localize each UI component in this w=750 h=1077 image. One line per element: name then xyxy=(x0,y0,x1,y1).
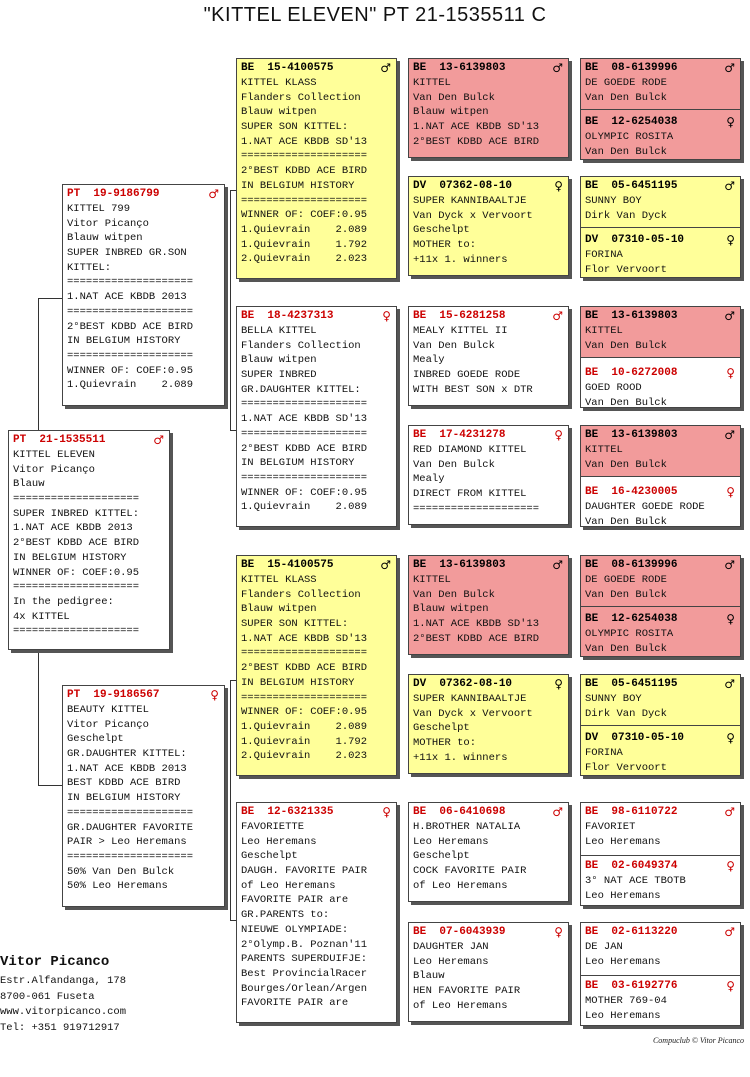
female-icon: ♀ xyxy=(554,925,563,939)
ring-number: BE 98-6110722 xyxy=(585,806,678,818)
card-line: Leo Heremans xyxy=(585,955,661,968)
card-line: KITTEL ELEVEN xyxy=(13,449,95,461)
card-lines xyxy=(581,381,740,408)
card-line: Flanders Collection xyxy=(241,91,361,104)
card-line: MOTHER 769-04 xyxy=(585,995,667,1008)
ring-number: BE 12-6321335 xyxy=(241,806,334,818)
ring-number: BE 02-6113220 xyxy=(585,926,678,938)
card-line: IN BELGIUM HISTORY xyxy=(13,551,127,564)
card-line: WINNER OF: COEF:0.95 xyxy=(67,364,194,377)
female-icon: ♀ xyxy=(382,309,391,323)
ring-number: PT 19-9186799 xyxy=(67,188,160,200)
card-line: Blauw xyxy=(13,478,45,491)
card-line: Van Den Bulck xyxy=(585,91,667,104)
card-line: Leo Heremans xyxy=(585,1010,661,1023)
card-line: ==================== xyxy=(67,305,194,318)
card-line: 2°BEST KDBD ACE BIRD xyxy=(241,442,368,455)
pedigree-card-dds[interactable] xyxy=(408,802,569,902)
female-icon: ♀ xyxy=(726,115,735,130)
card-line: SUPER SON KITTEL: xyxy=(241,121,349,134)
card-line: Leo Heremans xyxy=(413,955,489,968)
card-line: Van Den Bulck xyxy=(585,396,667,408)
pedigree-card-ds[interactable] xyxy=(236,555,397,776)
card-lines xyxy=(581,874,740,903)
card-line: Leo Heremans xyxy=(585,890,661,903)
pedigree-card-g3[interactable] xyxy=(580,306,741,408)
card-line: H.BROTHER NATALIA xyxy=(413,821,521,833)
ring-number: BE 18-4237313 xyxy=(241,310,334,322)
card-line: IN BELGIUM HISTORY xyxy=(241,457,355,470)
male-icon: ♂ xyxy=(724,677,735,691)
card-line: WINNER OF: COEF:0.95 xyxy=(241,209,368,222)
card-lines xyxy=(9,448,169,639)
card-line: DAUGH. FAVORITE PAIR xyxy=(241,865,368,878)
female-icon: ♀ xyxy=(726,366,735,380)
male-icon: ♂ xyxy=(724,61,735,75)
card-line: +11x 1. winners xyxy=(413,751,508,764)
breeder-website[interactable]: www.vitorpicanco.com xyxy=(0,1006,127,1018)
male-icon: ♂ xyxy=(724,428,735,442)
pedigree-card-ss[interactable] xyxy=(236,58,397,279)
ring-number: BE 07-6043939 xyxy=(413,926,506,938)
card-line: IN BELGIUM HISTORY xyxy=(241,676,355,689)
card-line: Mealy xyxy=(413,354,445,367)
card-lines xyxy=(237,820,396,1011)
card-line: Flor Vervoort xyxy=(585,762,667,775)
pedigree-card-dsd[interactable] xyxy=(408,674,569,774)
ring-number: BE 16-4230005 xyxy=(585,486,678,498)
pedigree-card-dam[interactable] xyxy=(62,685,225,907)
card-line: SUPER INBRED GR.SON xyxy=(67,247,187,260)
pedigree-card-sire[interactable] xyxy=(62,184,225,406)
card-lines xyxy=(581,324,740,353)
male-icon: ♂ xyxy=(724,558,735,572)
ring-number: BE 08-6139996 xyxy=(585,62,678,74)
card-lines xyxy=(581,76,740,105)
card-line: MOTHER to: xyxy=(413,239,477,252)
card-line: 1.Quievrain 2.089 xyxy=(67,379,194,392)
card-line: Blauw witpen xyxy=(241,603,317,616)
pedigree-card-g1[interactable] xyxy=(580,58,741,160)
card-line: Van Dyck x Vervoort xyxy=(413,209,533,222)
card-line: GR.DAUGHTER KITTEL: xyxy=(67,748,187,761)
card-line: ==================== xyxy=(13,493,140,506)
card-line: 2.Quievrain 2.023 xyxy=(241,750,368,763)
card-line: 2°Olymp.B. Poznan'11 xyxy=(241,938,368,951)
card-line: Bourges/Orlean/Argen xyxy=(241,982,368,995)
card-line: ==================== xyxy=(241,150,368,163)
pedigree-card-sss[interactable] xyxy=(408,58,569,158)
ring-number: BE 08-6139996 xyxy=(585,559,678,571)
card-line: Geschelpt xyxy=(241,850,298,863)
card-lines xyxy=(237,573,396,764)
ring-number: BE 10-6272008 xyxy=(585,367,678,379)
ring-number: BE 15-4100575 xyxy=(241,559,334,571)
ring-number: BE 17-4231278 xyxy=(413,429,506,441)
pedigree-card-g2[interactable] xyxy=(580,176,741,278)
connector-line xyxy=(38,298,62,299)
female-icon: ♀ xyxy=(554,677,563,691)
ring-number: BE 15-6281258 xyxy=(413,310,506,322)
card-line: ==================== xyxy=(67,276,194,289)
male-icon: ♂ xyxy=(380,558,391,572)
card-line: 1.NAT ACE KBDB SD'13 xyxy=(413,121,540,134)
card-line: Blauw witpen xyxy=(67,232,143,245)
card-line: Blauw xyxy=(413,970,445,983)
card-lines xyxy=(409,194,568,267)
card-line: RED DIAMOND KITTEL xyxy=(413,444,527,456)
card-lines xyxy=(581,820,740,849)
female-icon: ♀ xyxy=(210,688,219,702)
pedigree-card-sds[interactable] xyxy=(408,306,569,406)
breeder-address: Estr.Alfandanga, 178 xyxy=(0,975,127,987)
male-icon: ♂ xyxy=(724,805,735,819)
breeder-name: Vitor Picanco xyxy=(0,954,110,970)
connector-line xyxy=(38,298,39,432)
card-lines xyxy=(581,194,740,223)
male-icon: ♂ xyxy=(724,179,735,193)
card-line: ==================== xyxy=(241,427,368,440)
card-line: HEN FAVORITE PAIR xyxy=(413,985,521,998)
ring-number: BE 02-6049374 xyxy=(585,860,678,873)
pedigree-card-g6[interactable] xyxy=(580,674,741,776)
ring-number: BE 12-6254038 xyxy=(585,613,678,626)
ring-number: BE 13-6139803 xyxy=(413,559,506,571)
card-line: 1.NAT ACE KBDB SD'13 xyxy=(413,618,540,631)
card-lines xyxy=(409,940,568,1013)
card-line: of Leo Heremans xyxy=(241,879,336,892)
card-line: FAVORITE PAIR are xyxy=(241,997,349,1010)
ring-number: DV 07362-08-10 xyxy=(413,678,513,690)
card-line: 2°BEST KDBD ACE BIRD xyxy=(67,320,194,333)
ring-number: DV 07310-05-10 xyxy=(585,732,685,745)
card-line: OLYMPIC ROSITA xyxy=(585,131,674,144)
pedigree-card-sd[interactable] xyxy=(236,306,397,527)
card-line: DAUGHTER GOEDE RODE xyxy=(585,501,705,513)
card-line: of Leo Heremans xyxy=(413,879,508,892)
female-icon: ♀ xyxy=(726,979,735,994)
card-line: ==================== xyxy=(13,625,140,638)
card-line: 2°BEST KDBD ACE BIRD xyxy=(241,165,368,178)
card-line: 2°BEST KDBD ACE BIRD xyxy=(413,632,540,645)
card-line: Blauw witpen xyxy=(241,354,317,367)
male-icon: ♂ xyxy=(552,309,563,323)
card-line: SUPER SON KITTEL: xyxy=(241,618,349,631)
pedigree-card-root[interactable] xyxy=(8,430,170,650)
pedigree-card-sdd[interactable] xyxy=(408,425,569,525)
ring-number: BE 13-6139803 xyxy=(585,429,678,441)
ring-number: DV 07362-08-10 xyxy=(413,180,513,192)
card-line: ==================== xyxy=(241,647,368,660)
card-line: IN BELGIUM HISTORY xyxy=(67,792,181,805)
pedigree-card-ssd[interactable] xyxy=(408,176,569,276)
male-icon: ♂ xyxy=(552,61,563,75)
card-line: WINNER OF: COEF:0.95 xyxy=(13,566,140,579)
card-line: GR.DAUGHTER FAVORITE xyxy=(67,821,194,834)
card-line: SUPER KANNIBAALTJE xyxy=(413,693,527,705)
card-line: Leo Heremans xyxy=(241,835,317,848)
female-icon: ♀ xyxy=(726,612,735,627)
card-line: NIEUWE OLYMPIADE: xyxy=(241,923,349,936)
card-line: Van Den Bulck xyxy=(585,458,667,471)
card-line: 1.Quievrain 2.089 xyxy=(241,501,368,514)
card-line: DE JAN xyxy=(585,941,623,953)
card-line: SUPER KANNIBAALTJE xyxy=(413,195,527,207)
breeder-info xyxy=(0,952,220,1036)
ring-number: BE 13-6139803 xyxy=(413,62,506,74)
pedigree-card-dss[interactable] xyxy=(408,555,569,655)
connector-line xyxy=(38,650,39,785)
card-lines xyxy=(581,500,740,527)
male-icon: ♂ xyxy=(724,925,735,939)
pedigree-card-g8[interactable] xyxy=(580,922,741,1026)
card-line: WINNER OF: COEF:0.95 xyxy=(241,706,368,719)
card-line: ==================== xyxy=(13,581,140,594)
card-lines xyxy=(409,443,568,516)
card-line: DE GOEDE RODE xyxy=(585,574,667,586)
card-line: Flor Vervoort xyxy=(585,264,667,277)
ring-number: BE 12-6254038 xyxy=(585,116,678,129)
card-line: Van Den Bulck xyxy=(585,643,667,656)
card-line: ==================== xyxy=(241,471,368,484)
card-line: Flanders Collection xyxy=(241,588,361,601)
card-line: Van Den Bulck xyxy=(585,146,667,159)
card-line: KITTEL 799 xyxy=(67,203,131,215)
card-line: IN BELGIUM HISTORY xyxy=(241,179,355,192)
card-line: ==================== xyxy=(67,349,194,362)
female-icon: ♀ xyxy=(726,233,735,248)
card-line: BELLA KITTEL xyxy=(241,325,317,337)
card-line: FAVORIET xyxy=(585,821,636,833)
card-line: ==================== xyxy=(67,850,194,863)
card-line: Leo Heremans xyxy=(585,835,661,848)
card-line: OLYMPIC ROSITA xyxy=(585,628,674,641)
card-line: SUNNY BOY xyxy=(585,693,642,705)
card-line: Blauw witpen xyxy=(413,106,489,119)
pedigree-card-ddd[interactable] xyxy=(408,922,569,1022)
card-line: ==================== xyxy=(413,502,540,515)
card-line: KITTEL xyxy=(585,444,623,456)
card-line: Van Den Bulck xyxy=(413,339,495,352)
card-lines xyxy=(409,76,568,149)
card-line: 2°BEST KDBD ACE BIRD xyxy=(13,537,140,550)
card-line: Geschelpt xyxy=(413,224,470,237)
card-line: Van Den Bulck xyxy=(585,588,667,601)
card-lines xyxy=(409,573,568,646)
card-line: MOTHER to: xyxy=(413,737,477,750)
card-line: FAVORIETTE xyxy=(241,821,305,833)
female-icon: ♀ xyxy=(726,859,735,874)
card-lines xyxy=(581,692,740,721)
card-line: DE GOEDE RODE xyxy=(585,77,667,89)
card-line: 2°BEST KDBD ACE BIRD xyxy=(241,662,368,675)
card-line: 2°BEST KDBD ACE BIRD xyxy=(413,135,540,148)
male-icon: ♂ xyxy=(208,187,219,201)
card-line: ==================== xyxy=(241,691,368,704)
card-line: SUPER INBRED KITTEL: xyxy=(13,507,140,520)
card-lines xyxy=(581,573,740,602)
female-icon: ♀ xyxy=(382,805,391,819)
card-lines xyxy=(63,703,224,894)
card-line: Blauw witpen xyxy=(413,603,489,616)
male-icon: ♂ xyxy=(552,558,563,572)
card-line: COCK FAVORITE PAIR xyxy=(413,865,527,878)
card-line: DIRECT FROM KITTEL xyxy=(413,488,527,501)
ring-number: BE 03-6192776 xyxy=(585,980,678,993)
card-line: Geschelpt xyxy=(67,733,124,746)
card-line: Van Den Bulck xyxy=(585,339,667,352)
card-line: Dirk Van Dyck xyxy=(585,707,667,720)
card-line: BEST KDBD ACE BIRD xyxy=(67,777,181,790)
card-lines xyxy=(63,202,224,393)
female-icon: ♀ xyxy=(726,485,735,499)
pedigree-card-g4[interactable] xyxy=(580,425,741,527)
card-lines xyxy=(409,324,568,397)
card-lines xyxy=(237,76,396,267)
card-line: Blauw witpen xyxy=(241,106,317,119)
card-line: 1.NAT ACE KBDB 2013 xyxy=(67,291,187,304)
ring-number: BE 05-6451195 xyxy=(585,180,678,192)
female-icon: ♀ xyxy=(726,731,735,746)
card-lines xyxy=(409,820,568,893)
card-line: WITH BEST SON x DTR xyxy=(413,383,533,396)
footer-credit: Compuclub © Vitor Picanco xyxy=(652,1036,744,1045)
card-line: KITTEL xyxy=(413,77,451,89)
pedigree-card-g7[interactable] xyxy=(580,802,741,906)
card-lines xyxy=(409,692,568,765)
card-lines xyxy=(581,130,740,159)
card-line: BEAUTY KITTEL xyxy=(67,704,149,716)
ring-number: BE 15-4100575 xyxy=(241,62,334,74)
card-lines xyxy=(581,746,740,775)
card-line: GR.PARENTS to: xyxy=(241,909,330,922)
card-line: Leo Heremans xyxy=(413,835,489,848)
card-line: +11x 1. winners xyxy=(413,253,508,266)
ring-number: BE 13-6139803 xyxy=(585,310,678,322)
card-line: Best ProvincialRacer xyxy=(241,967,368,980)
card-line: Van Dyck x Vervoort xyxy=(413,707,533,720)
card-line: of Leo Heremans xyxy=(413,999,508,1012)
card-line: KITTEL xyxy=(413,574,451,586)
ring-number: BE 05-6451195 xyxy=(585,678,678,690)
card-line: 1.NAT ACE KBDB SD'13 xyxy=(241,632,368,645)
card-line: SUNNY BOY xyxy=(585,195,642,207)
card-line: Geschelpt xyxy=(413,850,470,863)
card-line: KITTEL KLASS xyxy=(241,574,317,586)
card-line: MEALY KITTEL II xyxy=(413,325,508,337)
card-line: 50% Van Den Bulck xyxy=(67,865,175,878)
ring-number: BE 06-6410698 xyxy=(413,806,506,818)
card-line: 4x KITTEL xyxy=(13,610,70,623)
card-line: 1.Quievrain 1.792 xyxy=(241,238,368,251)
card-line: 50% Leo Heremans xyxy=(67,880,168,893)
breeder-phone: Tel: +351 919712917 xyxy=(0,1021,120,1034)
male-icon: ♂ xyxy=(380,61,391,75)
card-line: KITTEL xyxy=(585,325,623,337)
card-line: Van Den Bulck xyxy=(413,91,495,104)
card-line: GR.DAUGHTER KITTEL: xyxy=(241,383,361,396)
card-line: Dirk Van Dyck xyxy=(585,209,667,222)
female-icon: ♀ xyxy=(554,179,563,193)
female-icon: ♀ xyxy=(554,428,563,442)
breeder-city: 8700-061 Fuseta xyxy=(0,990,95,1003)
card-lines xyxy=(581,627,740,656)
male-icon: ♂ xyxy=(552,805,563,819)
card-line: 2.Quievrain 2.023 xyxy=(241,253,368,266)
card-line: Van Den Bulck xyxy=(413,458,495,471)
card-lines xyxy=(581,994,740,1023)
ring-number: PT 19-9186567 xyxy=(67,689,160,701)
connector-line xyxy=(230,190,231,430)
ring-number: DV 07310-05-10 xyxy=(585,234,685,247)
card-line: 1.Quievrain 1.792 xyxy=(241,735,368,748)
card-line: INBRED GOEDE RODE xyxy=(413,369,521,382)
card-line: 1.NAT ACE KBDB 2013 xyxy=(13,522,133,535)
card-line: FORINA xyxy=(585,747,623,760)
connector-line xyxy=(230,680,231,920)
card-line: Vitor Picanço xyxy=(13,463,95,476)
male-icon: ♂ xyxy=(724,309,735,323)
card-line: PAIR > Leo Heremans xyxy=(67,836,187,849)
card-line: Geschelpt xyxy=(413,722,470,735)
card-line: KITTEL KLASS xyxy=(241,77,317,89)
card-lines xyxy=(581,443,740,472)
card-lines xyxy=(237,324,396,515)
card-line: KITTEL: xyxy=(67,261,112,274)
card-lines xyxy=(581,940,740,969)
card-line: WINNER OF: COEF:0.95 xyxy=(241,486,368,499)
card-line: 1.NAT ACE KBDB SD'13 xyxy=(241,413,368,426)
card-line: In the pedigree: xyxy=(13,595,114,608)
card-lines xyxy=(581,248,740,277)
card-line: FAVORITE PAIR are xyxy=(241,894,349,907)
card-line: DAUGHTER JAN xyxy=(413,941,489,953)
card-line: 3° NAT ACE TBOTB xyxy=(585,875,686,888)
male-icon: ♂ xyxy=(153,433,164,447)
card-line: ==================== xyxy=(241,398,368,411)
pedigree-title: "KITTEL ELEVEN" PT 21-1535511 C xyxy=(203,4,547,26)
card-line: Mealy xyxy=(413,473,445,486)
card-line: 1.Quievrain 2.089 xyxy=(241,223,368,236)
card-line: 1.NAT ACE KBDB SD'13 xyxy=(241,135,368,148)
ring-number: PT 21-1535511 xyxy=(13,434,106,446)
card-line: PARENTS SUPERDUIFJE: xyxy=(241,953,368,966)
card-line: Van Den Bulck xyxy=(413,588,495,601)
card-line: Flanders Collection xyxy=(241,339,361,352)
card-line: Van Den Bulck xyxy=(585,515,667,527)
card-line: FORINA xyxy=(585,249,623,262)
pedigree-card-g5[interactable] xyxy=(580,555,741,657)
pedigree-card-dd[interactable] xyxy=(236,802,397,1023)
card-line: 1.NAT ACE KBDB 2013 xyxy=(67,762,187,775)
card-line: ==================== xyxy=(241,194,368,207)
card-line: SUPER INBRED xyxy=(241,369,317,382)
connector-line xyxy=(38,785,62,786)
card-line: Vitor Picanço xyxy=(67,217,149,230)
card-line: ==================== xyxy=(67,806,194,819)
card-line: 1.Quievrain 2.089 xyxy=(241,720,368,733)
card-line: GOED ROOD xyxy=(585,382,642,394)
card-line: IN BELGIUM HISTORY xyxy=(67,335,181,348)
card-line: Vitor Picanço xyxy=(67,718,149,731)
